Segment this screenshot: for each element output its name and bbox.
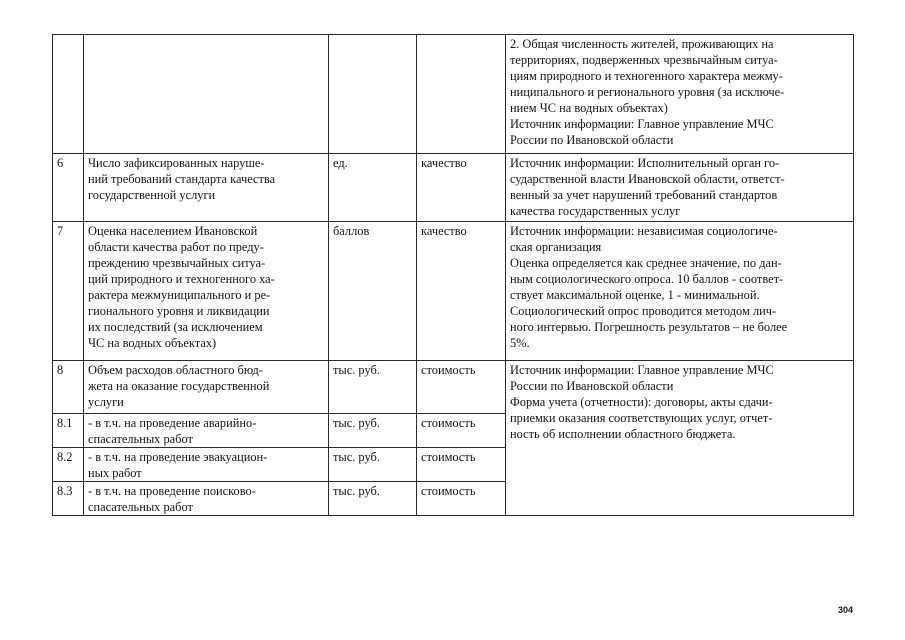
indicator-name: Число зафиксированных наруше- ний требований стандарта качества государственной услуги — [84, 154, 329, 222]
indicators-table — [52, 34, 854, 516]
indicator-name: - в т.ч. на проведение аварийно- спасательных работ — [84, 414, 329, 448]
unit: тыс. руб. — [329, 482, 417, 516]
indicator-name: Оценка населением Ивановской области качества работ по преду- преждению чрезвычайных ситуа- ций природного и техногенного ха- рактера межмуниципального и ре- гионального уровня и ликвидации их последствий (за исключением ЧС на водных объектах) — [84, 222, 329, 361]
indicator-type: стоимость — [417, 448, 506, 482]
unit: ед. — [329, 154, 417, 222]
unit: тыс. руб. — [329, 448, 417, 482]
source-note: Источник информации: независимая социологиче- ская организация Оценка определяется как среднее значение, по дан- ным социологического опроса. 10 баллов - соответ- ствует максимальной оценке, 1 - минимальной. Социологический опрос проводится методом лич- ного интервью. Погрешность результатов – не более 5%. — [506, 222, 854, 361]
indicator-type: стоимость — [417, 361, 506, 414]
unit-cell — [329, 35, 417, 154]
source-note: 2. Общая численность жителей, проживающих на территориях, подверженных чрезвычайным ситуа- циям природного и техногенного характера межму- ниципального и регионального уровня (за исключе- нием ЧС на водных объектах) Источник информации: Главное управление МЧС России по Ивановской области — [506, 35, 854, 154]
row-number: 8 — [53, 361, 84, 414]
indicator-type: стоимость — [417, 482, 506, 516]
indicator-type: стоимость — [417, 414, 506, 448]
table-row — [53, 361, 854, 414]
unit: тыс. руб. — [329, 361, 417, 414]
table-row — [53, 222, 854, 361]
name-cell — [84, 35, 329, 154]
table-row — [53, 154, 854, 222]
row-number: 8.3 — [53, 482, 84, 516]
source-note: Источник информации: Главное управление МЧС России по Ивановской области Форма учета (отчетности): договоры, акты сдачи- приемки оказания соответствующих услуг, отчет- ность об исполнении областного бюджета. — [506, 361, 854, 516]
unit: тыс. руб. — [329, 414, 417, 448]
row-number: 7 — [53, 222, 84, 361]
page-number: 304 — [837, 605, 853, 615]
indicator-type: качество — [417, 222, 506, 361]
row-number: 8.2 — [53, 448, 84, 482]
row-number: 8.1 — [53, 414, 84, 448]
source-note: Источник информации: Исполнительный орган го- сударственной власти Ивановской области, ответст- венный за учет нарушений требований стандартов качества государственных услуг — [506, 154, 854, 222]
indicator-name: Объем расходов областного бюд- жета на оказание государственной услуги — [84, 361, 329, 414]
row-number: 6 — [53, 154, 84, 222]
num-cell — [53, 35, 84, 154]
indicator-name: - в т.ч. на проведение поисково- спасательных работ — [84, 482, 329, 516]
indicator-type: качество — [417, 154, 506, 222]
type-cell — [417, 35, 506, 154]
indicator-name: - в т.ч. на проведение эвакуацион- ных работ — [84, 448, 329, 482]
table-row — [53, 35, 854, 154]
unit: баллов — [329, 222, 417, 361]
